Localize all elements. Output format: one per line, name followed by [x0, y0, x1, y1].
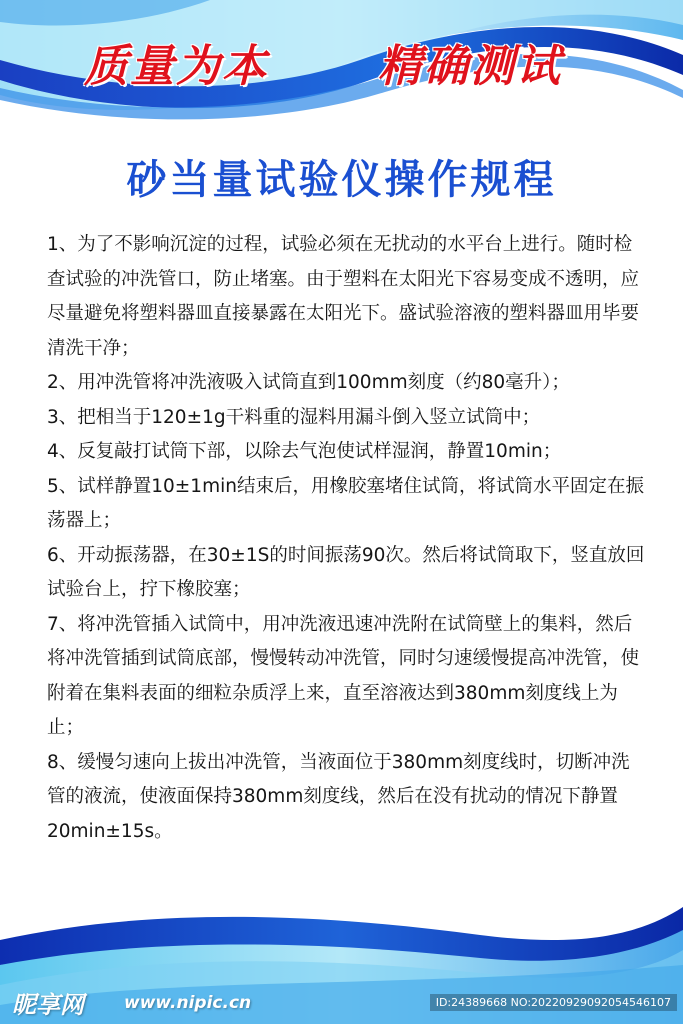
- procedure-step: 6、开动振荡器，在30±1S的时间振荡90次。然后将试筒取下，竖直放回试验台上，拧下橡胶塞；: [47, 544, 645, 600]
- procedure-steps: [47, 228, 647, 849]
- procedure-step: 7、将冲洗管插入试筒中，用冲洗液迅速冲洗附在试筒壁上的集料，然后将冲洗管插到试筒底部，慢慢转动冲洗管，同时匀速缓慢提高冲洗管，使附着在集料表面的细粒杂质浮上来，直至溶液达到380mm刻度线上为止；: [47, 613, 640, 738]
- procedure-step: 2、用冲洗管将冲洗液吸入试筒直到100mm刻度（约80毫升）；: [47, 372, 570, 393]
- slogan-quality: 质量为本: [84, 41, 268, 92]
- procedure-step: 3、把相当于120±1g干料重的湿料用漏斗倒入竖立试筒中；: [47, 406, 541, 428]
- procedure-step: 1、为了不影响沉淀的过程，试验必须在无扰动的水平台上进行。随时检查试验的冲洗管口，防止堵塞。由于塑料在太阳光下容易变成不透明，应尽量避免将塑料器皿直接暴露在太阳光下。盛试验溶液的塑料器皿用毕要清洗干净；: [47, 234, 640, 359]
- page-title: 砂当量试验仪操作规程: [126, 157, 557, 203]
- procedure-step: 8、缓慢匀速向上拔出冲洗管，当液面位于380mm刻度线时，切断冲洗管的液流，使液面保持380mm刻度线，然后在没有扰动的情况下静置20min±15s。: [47, 751, 630, 842]
- procedure-step: 5、试样静置10±1min结束后，用橡胶塞堵住试筒，将试筒水平固定在振荡器上；: [47, 475, 644, 531]
- watermark-logo: 昵享网: [12, 991, 84, 1019]
- watermark-id: ID:24389668 NO:20220929092054546107: [430, 994, 677, 1011]
- slogan-banner: [0, 30, 683, 100]
- watermark-url: www.nipic.cn: [124, 993, 252, 1013]
- slogan-precision: 精确测试: [378, 41, 562, 92]
- procedure-step: 4、反复敲打试筒下部，以除去气泡使试样湿润，静置10min；: [47, 441, 562, 462]
